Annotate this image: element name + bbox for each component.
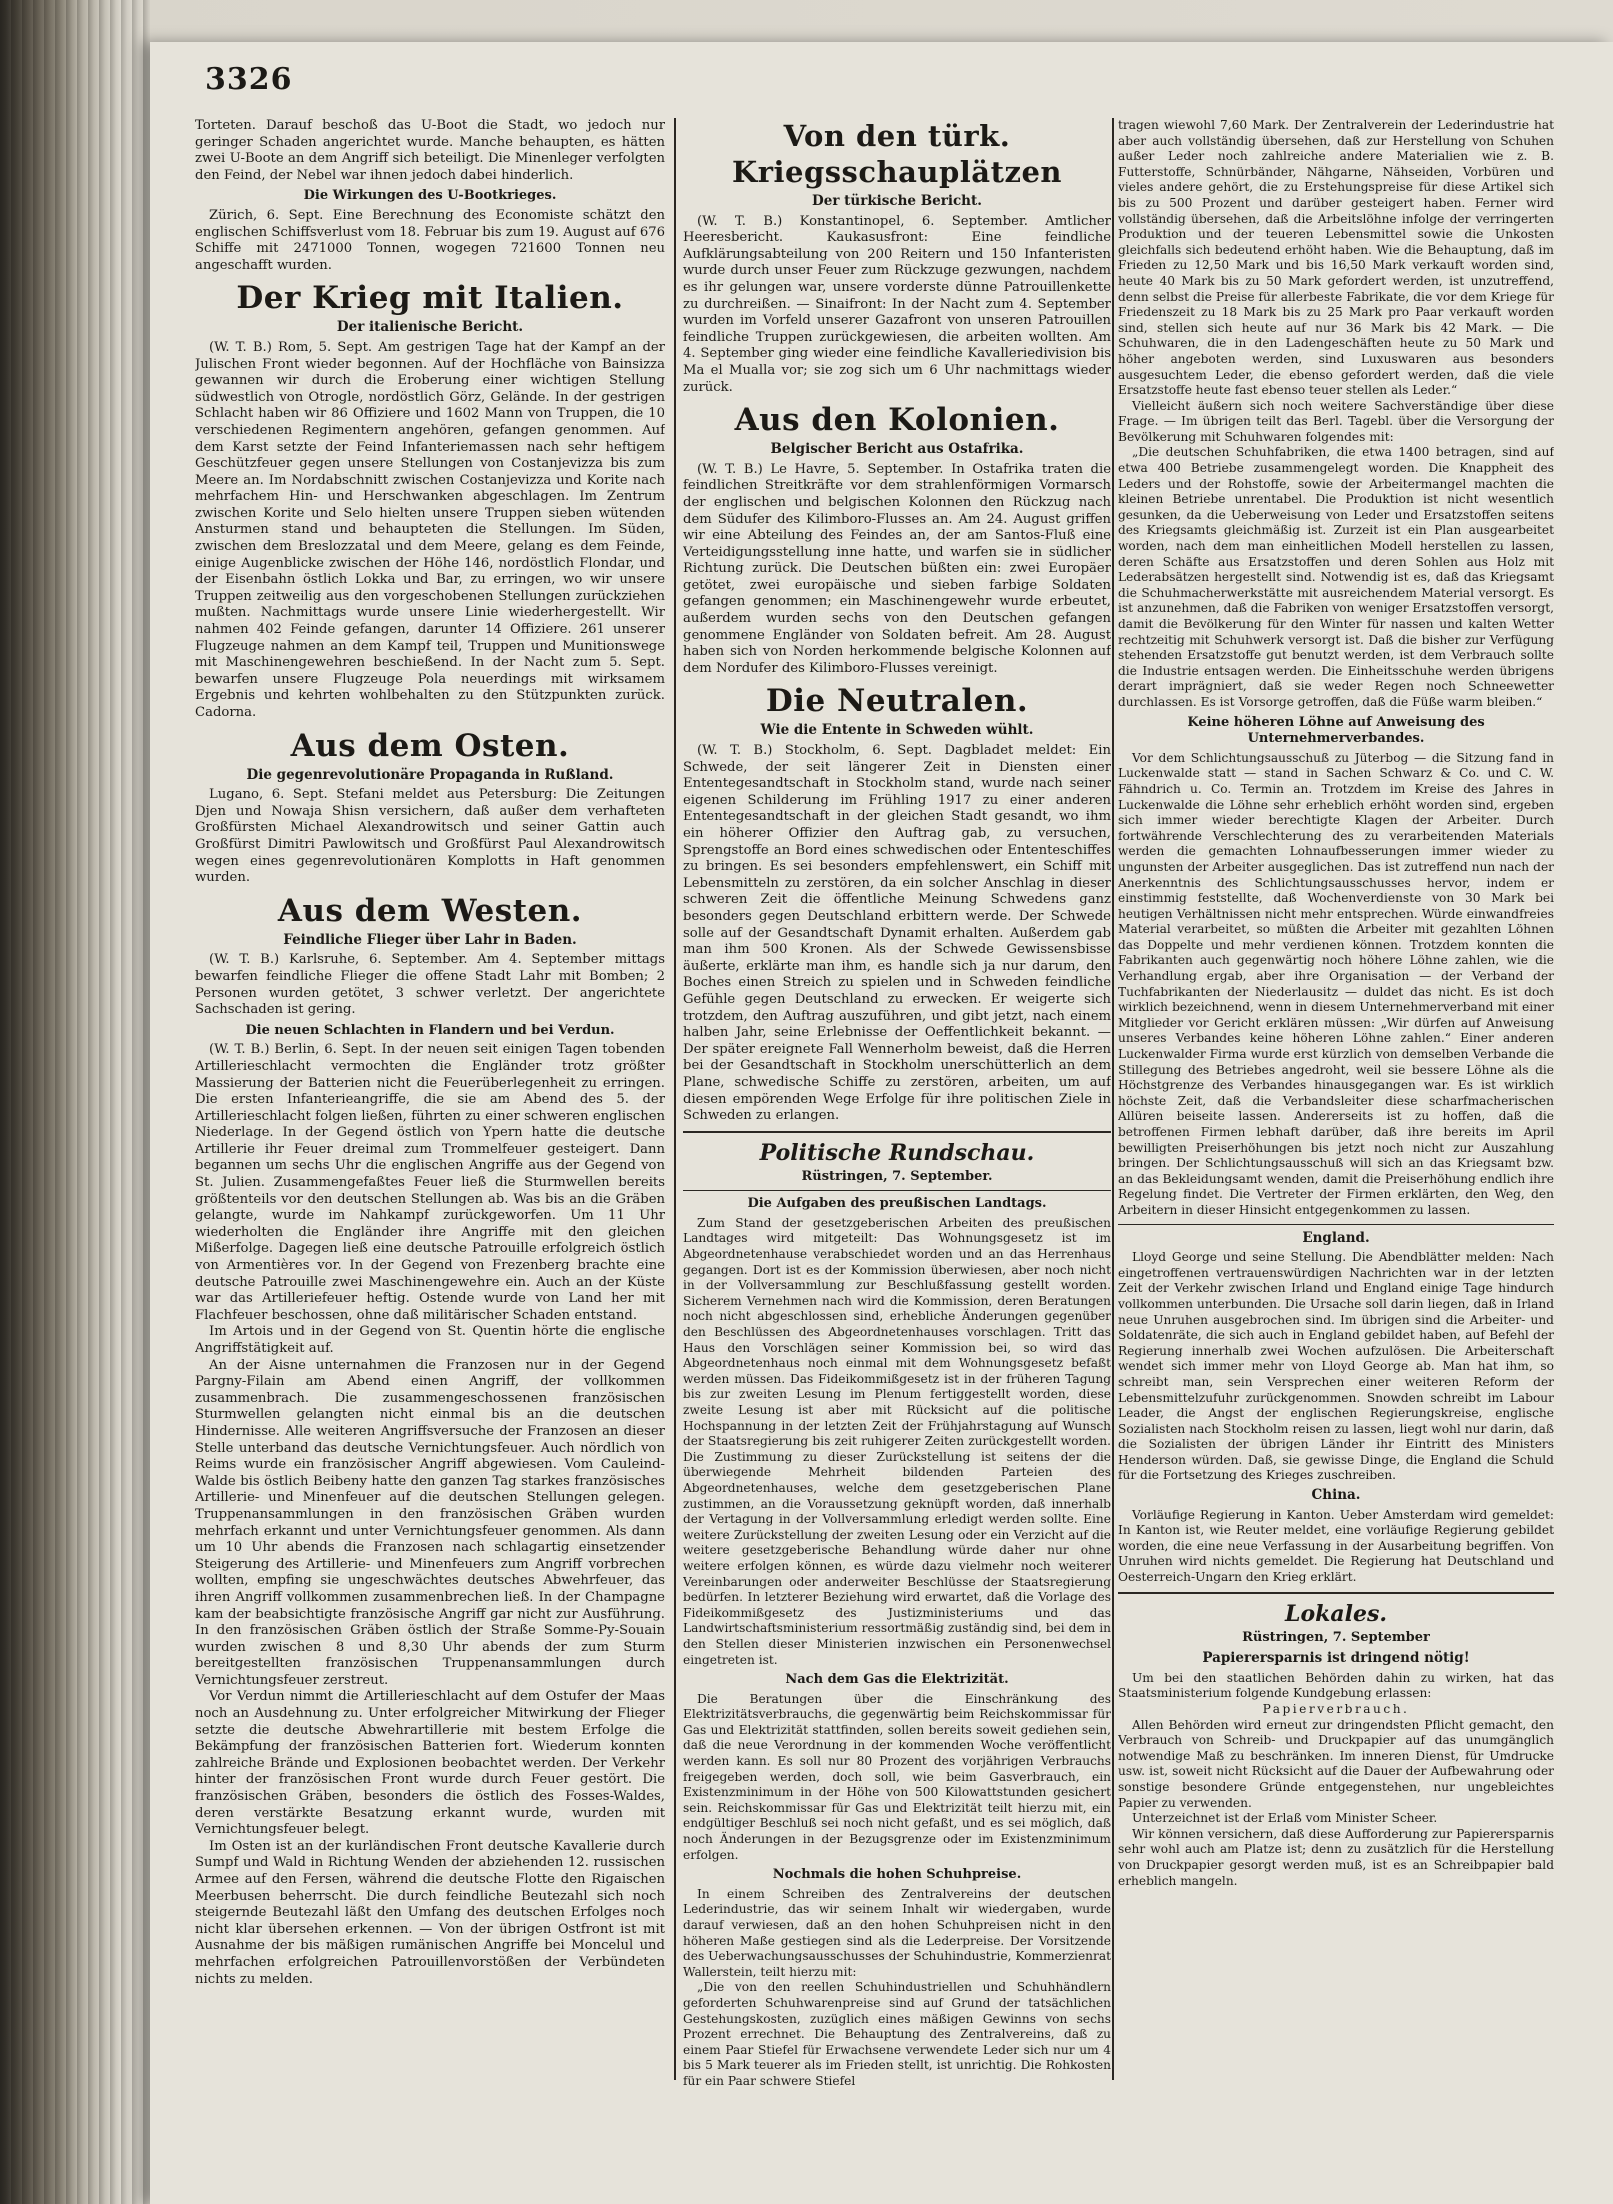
section-subheading: Der türkische Bericht. bbox=[812, 193, 982, 209]
article-paragraph: Die Beratungen über die Einschränkung des Elektrizitätsverbrauchs, die gegenwärtig beim Reichskommissar für Gas und Elektrizität stattfinden, sollen bereits soweit gediehen sein, daß die neue Verordnung in der kommenden Woche veröffentlicht werden kann. Es soll nur 80 Prozent des vorjährigen Verbrauchs freigegeben werden, doch soll, wie beim Gasverbrauch, ein Existenzminimum in der Höhe von 500 Kilowattstunden gesichert sein. Reichskommissar für Gas und Elektrizität teilt hierzu mit, ein endgültiger Beschluß sei noch nicht gefaßt, und es sei möglich, daß noch Änderungen in der Bezugsgrenze oder im Existenzminimum erfolgen. bbox=[683, 1691, 1111, 1862]
section-headline: Die Neutralen. bbox=[765, 683, 1029, 720]
section-subheading: Nach dem Gas die Elektrizität. bbox=[785, 1672, 1009, 1688]
section-subheading: Feindliche Flieger über Lahr in Baden. bbox=[283, 931, 577, 948]
section-subheading: Die Aufgaben des preußischen Landtags. bbox=[747, 1196, 1047, 1212]
section-divider bbox=[1118, 1224, 1554, 1225]
article-paragraph: „Die deutschen Schuhfabriken, die etwa 1400 betragen, sind auf etwa 400 Betriebe zusammengelegt worden. Die Knappheit des Leders und der Rohstoffe, sowie der Arbeitermangel machten die kleinen Betriebe unrentabel. Die Produktion ist nicht wesentlich gesunken, da die Ueberweisung von Leder und Ersatzstoffen seitens des Kriegsamts gleichmäßig ist. Zurzeit ist ein Plan ausgearbeitet worden, nach dem man einheitlichen Modell herstellen zu lassen, deren Schäfte aus Ersatzstoffen und deren Sohlen aus Holz mit Lederabsätzen hergestellt sind. Notwendig ist es, daß das Kriegsamt die Schuhmacherwerkstätte mit ausreichendem Material versorgt. Es ist anzunehmen, daß die Fabriken von weniger Ersatzstoffen versorgt, damit die Bevölkerung für den Winter für nassen und kalten Wetter rechtzeitig mit Schuhwerk versorgt ist. Daß die bisher zur Verfügung stehenden Ersatzstoffe gut benutzt werden, ist dem Verbrauch sollte die Industrie entsagen werden. Die Einheitsschuhe werden übrigens derart imprägniert, daß sie weder Regen noch Schneewetter durchlassen. Es ist Vorsorge getroffen, daß die Füße warm bleiben.“ bbox=[1118, 445, 1554, 709]
section-subheading: Belgischer Bericht aus Ostafrika. bbox=[770, 441, 1024, 458]
article-paragraph: (W. T. B.) Konstantinopel, 6. September. Amtlicher Heeresbericht. Kaukasusfront: Eine feindliche Aufklärungsabteilung von 200 Reitern und 150 Infanteristen wurde durch unser Feuer zum Rückzuge gezwungen, nachdem es ihr gelungen war, unsere vorderste dünne Patrouillenkette zu durchreißen. — Sinaifront: In der Nacht zum 4. September wurden im Vorfeld unserer Gazafront von unseren Patrouillen feindliche Truppen zurückgewiesen, die arbeiten wollten. Am 4. September ging wieder eine feindliche Kavalleriedivision bis Ma el Mualla vor; sie zog sich um 6 Uhr nachmittags wieder zurück. bbox=[683, 213, 1111, 395]
column-middle bbox=[683, 118, 1111, 2088]
section-headline: Von den türk. Kriegsschauplätzen bbox=[732, 119, 1062, 189]
article-paragraph: Unterzeichnet ist der Erlaß vom Minister Scheer. bbox=[1132, 1811, 1438, 1826]
section-subheading: Die neuen Schlachten in Flandern und bei Verdun. bbox=[245, 1022, 615, 1038]
section-headline: Aus den Kolonien. bbox=[734, 402, 1060, 439]
article-paragraph: (W. T. B.) Karlsruhe, 6. September. Am 4. September mittags bewarfen feindliche Flieger die offene Stadt Lahr mit Bomben; 2 Personen wurden getötet, 3 schwer verletzt. Der angerichtete Sachschaden ist gering. bbox=[195, 952, 665, 1018]
article-paragraph: Vor dem Schlichtungsausschuß zu Jüterbog — die Sitzung fand in Luckenwalde statt — stand in Sachen Schwarz & Co. und C. W. Fähndrich u. Co. Termin an. Trotzdem im Kreise des Jahres in Luckenwalde die Löhne sehr erheblich erhöht worden sind, ergeben sich immer wieder berechtigte Klagen der Arbeiter. Durch fortwährende Verschlechterung des zu verarbeitenden Materials werden die gemachten Lohnaufbesserungen immer wieder zu ungunsten der Arbeiter ausgeglichen. Das ist zutreffend nun nach der Anerkenntnis des Schlichtungsausschusses hervor, indem er einstimmig feststellte, daß Wochenverdienste von 30 Mark bei heutigen Verhältnissen nicht mehr entsprechen. Würde einwandfreies Material verarbeitet, so müßten die Arbeiter mit gezahlten Löhnen das Doppelte und mehr verdienen können. Trotzdem konnten die Fabrikanten auch gegenwärtig noch höhere Löhne zahlen, wie die Verhandlung ergab, aber ihre Organisation — der Verband der Tuchfabrikanten der Niederlausitz — duldet das nicht. Es ist doch wirklich bezeichnend, wenn in diesem Unternehmerverband mit einer Mitglieder vor Gericht erklären müssen: „Wir dürfen auf Anweisung unseres Verbandes keine höheren Löhne zahlen.“ Einer anderen Luckenwalder Firma wurde erst kürzlich von demselben Verbande die Stillegung des Betriebes angedroht, weil sie bessere Löhne als die Höchstgrenze des Verbandes hinausgegangen war. Es ist wirklich höchste Zeit, daß die Verbandsleiter diese scharfmacherischen Allüren beiseite lassen. Andererseits ist zu hoffen, daß die betroffenen Firmen lebhaft darüber, daß ihre bereits im April bewilligten Preiserhöhungen bis jetzt noch nicht zur Auszahlung bringen. Der Schlichtungsausschuß will sich an das Kriegsamt bzw. an das Bekleidungsamt wenden, damit die Preiserhöhung endlich ihre Regelung findet. Die Vertreter der Firmen erklärten, den Weg, den Arbeitern in dieser Hinsicht entgegenkommen zu lassen. bbox=[1118, 750, 1554, 1217]
section-headline: Aus dem Westen. bbox=[277, 892, 583, 929]
article-paragraph: (W. T. B.) Berlin, 6. Sept. In der neuen seit einigen Tagen tobenden Artillerieschlacht vermochten die Engländer trotz größter Massierung der Batterien nicht die Feuerüberlegenheit zu erringen. Die ersten Infanterieangriffe, die sie am Abend des 5. der Artillerieschlacht folgen ließen, führten zu einer schweren englischen Niederlage. In der Gegend östlich von Ypern hatte die deutsche Artillerie ihr Feuer dreimal zum Trommelfeuer gesteigert. Dann begannen um sechs Uhr die englischen Angriffe aus der Gegend von St. Julien. Zusammengefaßtes Feuer ließ die Sturmwellen bereits größtenteils vor den deutschen Stellungen ab. Was bis an die Gräben gelangte, wurde im Nahkampf zurückgeworfen. Um 11 Uhr wiederholten die Engländer ihre Angriffe mit den gleichen Mißerfolge. Dagegen ließ eine deutsche Patrouille erfolgreich östlich von Armentières vor. In der Gegend von Frezenberg brachte eine deutsche Patrouille zwei Maschinengewehre ein. Auch an der Küste war das Artilleriefeuer heftig. Ostende wurde von Land her mit Flachfeuer beschossen, ohne daß militärischer Schaden entstand. bbox=[195, 1042, 665, 1323]
article-paragraph: (W. T. B.) Stockholm, 6. Sept. Dagbladet meldet: Ein Schwede, der seit längerer Zeit in Diensten einer Ententegesandtschaft in Stockholm stand, wurde nach seiner eigenen Schilderung im Frühling 1917 zu einer anderen Ententegesandtschaft in der gleichen Stadt gesandt, wo ihm ein höherer Offizier den Auftrag gab, zu versuchen, Sprengstoffe an Bord eines schwedischen oder Ententeschiffes zu bringen. Es sei besonders empfehlenswert, ein Schiff mit Lebensmitteln zu zerstören, da ein solcher Anschlag in dieser schweren Zeit die öffentliche Meinung Schwedens ganz besonders gegen Deutschland erbittern werde. Der Schwede solle auf der Gesandtschaft Dynamit erhalten. Außerdem gab man ihm 500 Kronen. Als der Schwede Gewissensbisse äußerte, erklärte man ihm, es handle sich ja nur darum, den Boches einen Streich zu spielen und in Schweden feindliche Gefühle gegen Deutschland zu erwecken. Er weigerte sich trotzdem, den Auftrag auszuführen, und gibt jetzt, nach einem halben Jahr, seine Erlebnisse der Oeffentlichkeit bekannt. — Der später ereignete Fall Wennerholm beweist, daß die Herren bei der Gesandtschaft in Stockholm unerschütterlich an dem Plane, schwedische Schiffe zu zerstören, arbeiten, um auf diesen empörenden Wege Erfolge für ihre politischen Ziele in Schweden zu erlangen. bbox=[683, 743, 1111, 1124]
article-paragraph: In einem Schreiben des Zentralvereins der deutschen Lederindustrie, das wir seinem Inhalt wir wiedergaben, wurde darauf verwiesen, daß an den hohen Schuhpreisen nicht in den höheren Maße gestiegen sind als die Lederpreise. Der Vorsitzende des Ueberwachungsausschusses der Schuhindustrie, Kommerzienrat Wallerstein, teilt hierzu mit: bbox=[683, 1886, 1111, 1979]
section-divider bbox=[683, 1131, 1111, 1133]
article-paragraph: Vielleicht äußern sich noch weitere Sachverständige über diese Frage. — Im übrigen teilt das Berl. Tagebl. über die Versorgung der Bevölkerung mit Schuhwaren folgendes mit: bbox=[1118, 398, 1554, 444]
article-paragraph: Lloyd George und seine Stellung. Die Abendblätter melden: Nach eingetroffenen vertrauenswürdigen Nachrichten war in der letzten Zeit der Verkehr zwischen Irland und England einige Tage hindurch vollkommen unterbunden. Die Ursache soll darin liegen, daß in Irland neue Unruhen ausgebrochen sind. Im übrigen sind die Arbeiter- und Soldatenräte, die sich auch in England gebildet haben, auf Befehl der Regierung innerhalb zwei Wochen aufzulösen. Die Arbeiterschaft wendet sich immer mehr von Lloyd George ab. Man hat ihm, so schreibt man, sein Versprechen einer weiteren Reform der Lebensmittelzufuhr zurückgenommen. Snowden schreibt im Labour Leader, die Angst der englischen Regierungskreise, englische Sozialisten nach Stockholm reisen zu lassen, liegt wohl nur darin, daß die Sozialisten der übrigen Länder ihr Eintritt des Ministers Henderson würden. Daß, sie gewisse Dinge, die England die Schuld für die Fortsetzung des Krieges zuschreiben. bbox=[1118, 1250, 1554, 1483]
section-subheading: China. bbox=[1311, 1487, 1361, 1504]
section-subheading: England. bbox=[1302, 1229, 1370, 1246]
section-divider bbox=[683, 1190, 1111, 1191]
section-subheading: Papierersparnis ist dringend nötig! bbox=[1202, 1650, 1470, 1667]
article-paragraph: Zum Stand der gesetzgeberischen Arbeiten des preußischen Landtages wird mitgeteilt: Das Wohnungsgesetz ist im Abgeordnetenhause verabschiedet worden und an das Herrenhaus gegangen. Dort ist es der Kommission überwiesen, aber noch nicht in der Vollversammlung zur Beschlußfassung gestellt worden. Sicherem Vernehmen nach wird die Kommission, deren Beratungen noch nicht abgeschlossen sind, erhebliche Änderungen gegenüber den Beschlüssen des Abgeordnetenhauses vorschlagen. Tritt das Haus den Vorschlägen seiner Kommission bei, so wird das Abgeordnetenhaus noch einmal mit dem Wohnungsgesetz befaßt werden müssen. Das Fideikommißgesetz ist in der früheren Tagung bis zur zweiten Lesung im Plenum fertiggestellt worden, diese zweite Lesung ist aber mit Rücksicht auf die politische Hochspannung in der letzten Zeit der Frühjahrstagung auf Wunsch der Staatsregierung bis zeit ruhigerer Zeiten zurückgestellt worden. Die Zustimmung zu dieser Zurückstellung ist seitens der die überwiegende Mehrheit bildenden Parteien des Abgeordnetenhauses, welche dem gesetzgeberischen Plane zustimmen, an die Voraussetzung geknüpft worden, daß innerhalb der Vertagung in der Vollversammlung erledigt werden sollte. Eine weitere Zurückstellung der zweiten Lesung oder ein Verzicht auf die weitere gesetzgeberische Behandlung würde daher nur ohne weitere erfolgen können, es würde dazu vielmehr noch weiterer Vereinbarungen oder anderweiter Beschlüsse der Staatsregierung bedürfen. In letzterer Beziehung wird erwartet, daß die Vorlage des Fideikommißgesetz des Justizministeriums und das Landwirtschaftsministerium ressortmäßig zuständig sind, bei dem in den Stellen dieser Ministerien inzwischen ein Personenwechsel eingetreten ist. bbox=[683, 1215, 1111, 1667]
section-headline: Der Krieg mit Italien. bbox=[236, 280, 624, 317]
column-rule bbox=[674, 118, 676, 2080]
section-subheading: Der italienische Bericht. bbox=[336, 319, 524, 336]
section-subheading: Keine höheren Löhne auf Anweisung des Unternehmerverbandes. bbox=[1187, 714, 1485, 747]
section-headline: Politische Rundschau. bbox=[759, 1139, 1035, 1166]
dateline: Rüstringen, 7. September bbox=[1242, 1629, 1430, 1645]
article-paragraph: Vor Verdun nimmt die Artillerieschlacht auf dem Ostufer der Maas noch an Ausdehnung zu. Unter erfolgreicher Mitwirkung der Flieger setzte die deutsche Abwehrartillerie mit bestem Erfolge die Bekämpfung der französischen Batterien fort. Wiederum konnten zahlreiche Brände und Explosionen beobachtet werden. Der Verkehr hinter der französischen Front wurde durch Feuer gestört. Die französischen Gräben, besonders die östlich des Fosses-Waldes, deren verstärkte Besatzung erkannt wurde, wurden mit Vernichtungsfeuer belegt. bbox=[195, 1689, 665, 1838]
article-paragraph: Papierverbrauch. bbox=[1262, 1702, 1410, 1716]
article-paragraph: (W. T. B.) Le Havre, 5. September. In Ostafrika traten die feindlichen Streitkräfte vor dem strahlenförmigen Vormarsch der englischen und belgischen Kolonnen den Rückzug nach dem Südufer des Kilimboro-Flusses an. Am 24. August griffen wir eine Abteilung des Feindes an, der am Santos-Fluß eine Verteidigungsstellung inne hatte, und warfen sie in südlicher Richtung zurück. Die Deutschen büßten ein: zwei Europäer getötet, zwei europäische und sieben farbige Soldaten gefangen genommen; ein Maschinengewehr wurde erbeutet, außerdem wurden sechs von den Deutschen gefangen genommene Engländer von Soldaten befreit. Am 28. August haben sich von Norden herkommende belgische Kolonnen auf dem Nordufer des Kilimboro-Flusses vereinigt. bbox=[683, 461, 1111, 676]
article-paragraph: Torteten. Darauf beschoß das U-Boot die Stadt, wo jedoch nur geringer Schaden angerichtet wurde. Manche behaupten, es hätten zwei U-Boote an dem Angriff sich beteiligt. Die Minenleger verfolgten den Feind, der Nebel war ihnen jedoch dabei hinderlich. bbox=[195, 118, 665, 183]
article-paragraph: Zürich, 6. Sept. Eine Berechnung des Economiste schätzt den englischen Schiffsverlust vom 18. Februar bis zum 19. August auf 676 Schiffe mit 2471000 Tonnen, wogegen 721600 Tonnen neu angeschafft wurden. bbox=[195, 207, 665, 273]
article-paragraph: Lugano, 6. Sept. Stefani meldet aus Petersburg: Die Zeitungen Djen und Nowaja Shisn versichern, daß außer dem verhafteten Großfürsten Michael Alexandrowitsch und seiner Gattin auch Großfürst Dimitri Pawlowitsch und Großfürst Paul Alexandrowitsch wegen eines gegenrevolutionären Komplotts in Haft genommen wurden. bbox=[195, 787, 665, 886]
section-subheading: Nochmals die hohen Schuhpreise. bbox=[772, 1867, 1022, 1883]
dateline: Rüstringen, 7. September. bbox=[801, 1168, 993, 1184]
article-paragraph: An der Aisne unternahmen die Franzosen nur in der Gegend Pargny-Filain am Abend einen Angriff, der vollkommen zusammenbrach. Die zusammengeschossenen französischen Sturmwellen gelangten nicht einmal bis an die deutschen Hindernisse. Alle weiteren Angriffsversuche der Franzosen an dieser Stelle unterband das deutsche Vernichtungsfeuer. Auch nördlich von Reims wurde ein französischer Angriff abgewiesen. Vom Cauleind-Walde bis östlich Beibeny hatte den ganzen Tag starkes französisches Artillerie- und Minenfeuer auf die deutschen Stellungen gelegen. Truppenansammlungen in den französischen Gräben wurden mehrfach erkannt und unter Vernichtungsfeuer genommen. Als dann um 10 Uhr abends die Franzosen nach schlagartig einsetzender Steigerung des Artillerie- und Minenfeuers zum Angriff vorbrechen wollten, empfing sie ungeschwächtes deutsches Abwehrfeuer, das ihren Angriff vollkommen zusammenbrechen ließ. In der Champagne kam der beabsichtigte französische Angriff gar nicht zur Ausführung. In den französischen Gräben östlich der Straße Somme-Py-Souain wurden zwischen 8 und 8,30 Uhr abends der zum Sturm bereitgestellten französischen Truppenansammlungen durch Vernichtungsfeuer zerstreut. bbox=[195, 1357, 665, 1688]
article-paragraph: Wir können versichern, daß diese Aufforderung zur Papierersparnis sehr wohl auch am Platze ist; denn zu zusätzlich für die Herstellung von Druckpapier gesorgt werden muß, ist es an Schreibpapier bald erheblich mangeln. bbox=[1118, 1826, 1554, 1888]
article-paragraph: Um bei den staatlichen Behörden dahin zu wirken, hat das Staatsministerium folgende Kundgebung erlassen: bbox=[1118, 1670, 1554, 1701]
section-subheading: Die gegenrevolutionäre Propaganda in Rußland. bbox=[246, 766, 614, 783]
section-subheading: Wie die Entente in Schweden wühlt. bbox=[760, 722, 1034, 739]
article-paragraph: Im Osten ist an der kurländischen Front deutsche Kavallerie durch Sumpf und Wald in Richtung Wenden der abziehenden 12. russischen Armee auf den Fersen, während die deutsche Flotte den Rigaischen Meerbusen beherrscht. Die durch feindliche Beutezahl sich noch steigernde Beutezahl läßt den Umfang des deutschen Erfolges noch nicht klar übersehen erkennen. — Von der übrigen Ostfront ist mit Ausnahme der bis mäßigen rumänischen Angriffe bei Moncelul und mehrfachen erfolgreichen Patrouillenvorstößen der Verbündeten nichts zu melden. bbox=[195, 1838, 665, 1987]
section-divider bbox=[1118, 1592, 1554, 1594]
column-rule bbox=[1112, 118, 1114, 2080]
section-subheading: Die Wirkungen des U-Bootkrieges. bbox=[303, 188, 557, 204]
column-left bbox=[195, 118, 665, 2088]
article-paragraph: Im Artois und in der Gegend von St. Quentin hörte die englische Angriffstätigkeit auf. bbox=[195, 1324, 665, 1356]
article-paragraph: (W. T. B.) Rom, 5. Sept. Am gestrigen Tage hat der Kampf an der Julischen Front wieder begonnen. Auf der Hochfläche von Bainsizza gewannen wir durch die Eroberung einer wichtigen Stellung südwestlich von Otrogle, nordöstlich Görz, Gelände. In der gestrigen Schlacht haben wir 86 Offiziere und 1602 Mann von Truppen, die 10 verschiedenen Regimentern angehören, gefangen genommen. Auf dem Karst setzte der Feind Infanteriemassen nach sehr heftigem Geschützfeuer gegen unsere Stellungen von Costanjevizza bis zum Meere an. Im Nordabschnitt zwischen Costanjevizza und Korite nach mehrfachem Hin- und Herschwanken abgeschlagen. Im Zentrum zwischen Korite und Selo hielten unsere Truppen sieben wütenden Ansturmen stand und behaupteten die Stellungen. Im Süden, zwischen dem Breslozzatal und dem Meere, gelang es dem Feinde, einige Augenblicke zwischen der Höhe 146, nordöstlich Flondar, und der Eisenbahn östlich Lokka und Bar, zu erringen, wo wir unsere Truppen zeitweilig aus den vorgeschobenen Stellungen zurückziehen mußten. Nachmittags wurde unsere Linie wiederhergestellt. Wir nahmen 402 Feinde gefangen, darunter 14 Offiziere. 261 unserer Flugzeuge nahmen an dem Kampf teil, Truppen und Munitionswege mit Maschinengewehren beschießend. In der Nacht zum 5. Sept. bewarfen unsere Flugzeuge Pola neuerdings mit wirksamem Ergebnis und kehrten wohlbehalten zu den Stützpunkten zurück. Cadorna. bbox=[195, 339, 665, 720]
section-headline: Aus dem Osten. bbox=[290, 727, 570, 764]
book-binding bbox=[0, 0, 150, 2204]
article-paragraph: Allen Behörden wird erneut zur dringendsten Pflicht gemacht, den Verbrauch von Schreib- und Druckpapier auf das unumgänglich notwendige Maß zu beschränken. Im inneren Dienst, für Umdrucke usw. ist, soweit nicht Rücksicht auf die Dauer der Aufbewahrung oder sonstige besondere Gründe entgegenstehen, nur ungebleichtes Papier zu verwenden. bbox=[1118, 1717, 1554, 1810]
column-right bbox=[1118, 118, 1554, 2088]
page-number: 3326 bbox=[205, 62, 293, 97]
article-paragraph: Vorläufige Regierung in Kanton. Ueber Amsterdam wird gemeldet: In Kanton ist, wie Reuter meldet, eine vorläufige Regierung gebildet worden, die eine neue Verfassung in der Ausarbeitung begriffen. Von Unruhen wird nichts gemeldet. Die Regierung hat Deutschland und Oesterreich-Ungarn den Krieg erklärt. bbox=[1118, 1507, 1554, 1585]
article-paragraph: „Die von den reellen Schuhindustriellen und Schuhhändlern geforderten Schuhwarenpreise sind auf Grund der tatsächlichen Gestehungskosten, zuzüglich eines mäßigen Gewinns von sechs Prozent errechnet. Die Behauptung des Zentralvereins, daß zu einem Paar Stiefel für Erwachsene verwendete Leder sich nur um 4 bis 5 Mark teuerer als im Frieden stellt, ist unrichtig. Die Rohkosten für ein Paar schwere Stiefel bbox=[683, 1980, 1111, 2088]
section-headline: Lokales. bbox=[1284, 1600, 1388, 1627]
article-paragraph: tragen wiewohl 7,60 Mark. Der Zentralverein der Lederindustrie hat aber auch vollständig übersehen, daß zur Herstellung von Schuhen außer Leder noch zahlreiche andere Materialien wie z. B. Futterstoffe, Schnürbänder, Nähgarne, Nähseiden, Vorbüren und vieles andere gehört, die zu Erstehungspreise für diese Artikel sich bis zu 500 Prozent und darüber gesteigert haben. Ferner wird vollständig übersehen, daß die Arbeitslöhne infolge der verringerten Produktion und der teueren Lebensmittel sowie die Unkosten gleichfalls sich bedeutend erhöht haben. Wie die Behauptung, daß im Frieden zu 12,50 Mark und bis 16,50 Mark verkauft worden sind, heute 40 Mark bis zu 50 Mark gefordert werden, ist unzutreffend, denn selbst die Preise für allerbeste Fabrikate, die vor dem Kriege für Friedenszeit zu 18 Mark bis zu 25 Mark pro Paar verkauft worden sind, stellen sich heute auf nur 36 Mark bis 42 Mark. — Die Schuhwaren, die in den Ladengeschäften heute zu 50 Mark und höher angeboten werden, sind Luxuswaren aus besonders ausgesuchtem Leder, die ebenso gefordert werden, daß die viele Ersatzstoffe heute fast ebenso teuer stellen als Leder.“ bbox=[1118, 118, 1554, 398]
